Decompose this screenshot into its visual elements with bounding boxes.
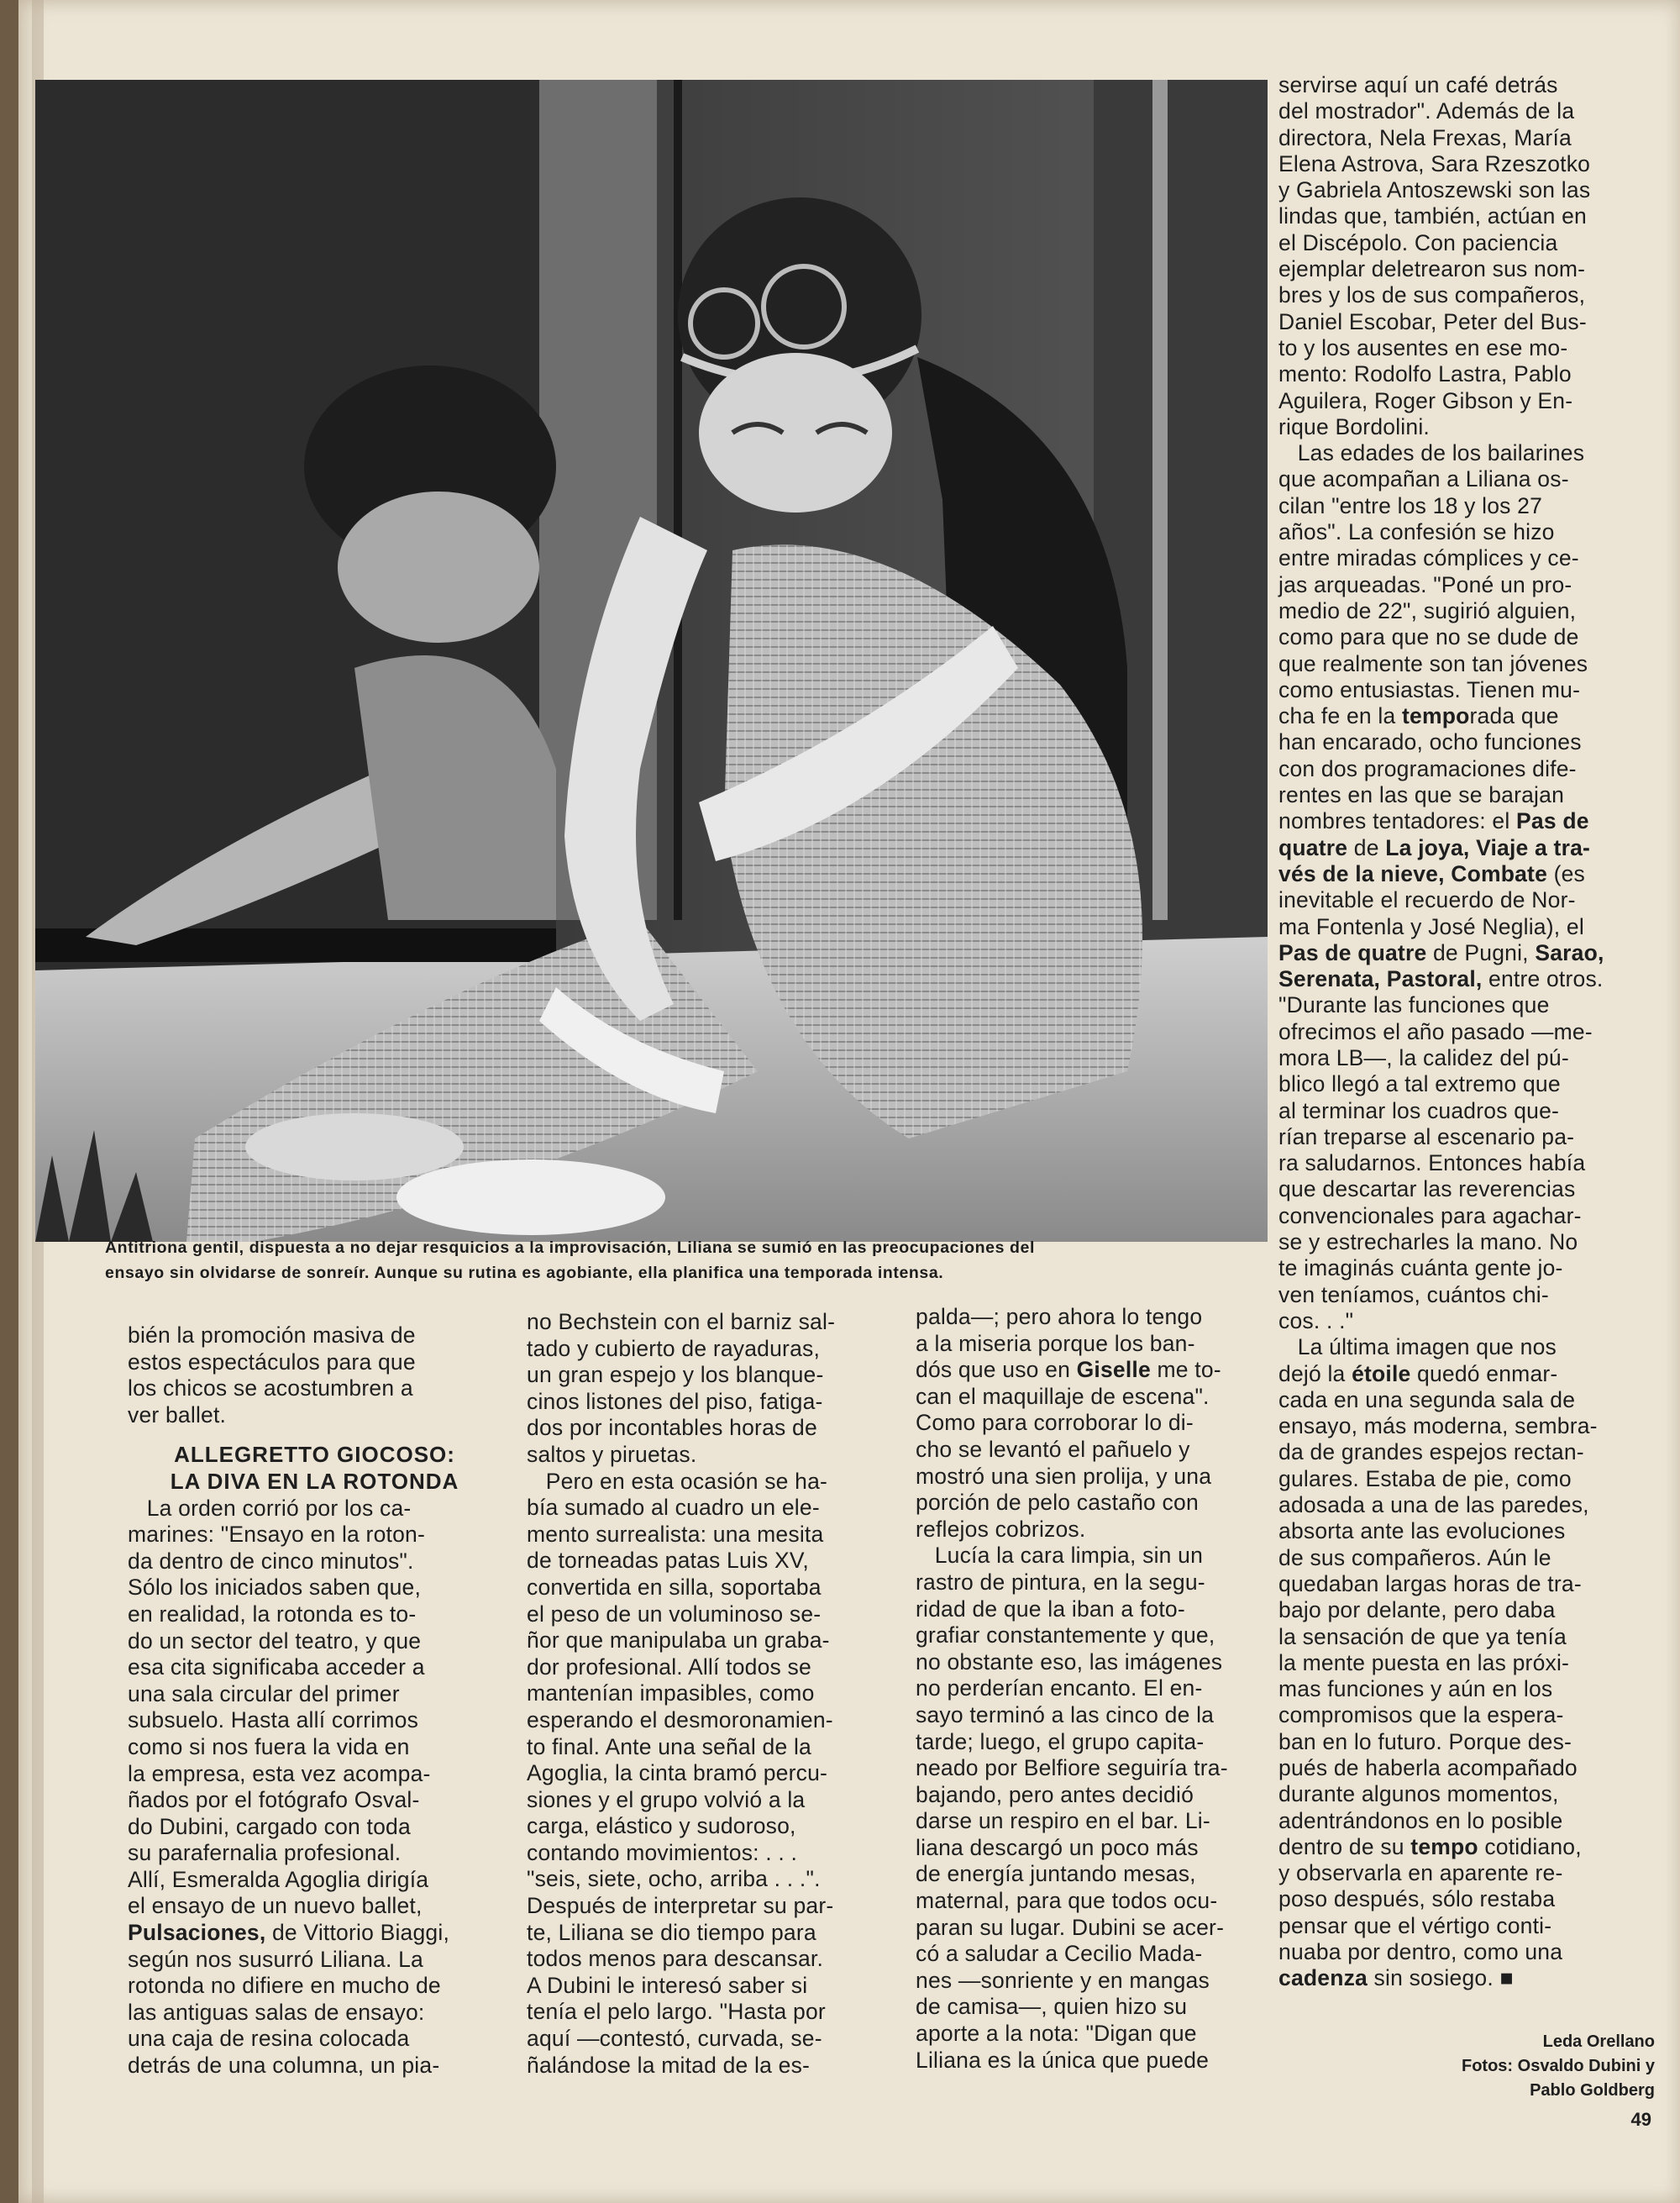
article-credits (1462, 2030, 1655, 2103)
text-line: can el maquillaje de escena". (916, 1383, 1210, 1409)
text-line: según nos susurró Liliana. La (128, 1946, 423, 1972)
text-line: rotonda no difiere en mucho de (128, 1973, 441, 1999)
text-line: aporte a la nota: "Digan que (916, 2021, 1197, 2047)
text-line: los chicos se acostumbren a (128, 1375, 413, 1401)
text-line: rían treparse al escenario pa- (1278, 1123, 1575, 1149)
text-line: to final. Ante una señal de la (527, 1733, 811, 1759)
text-line: saltos y piruetas. (527, 1441, 697, 1467)
section-subhead: LA DIVA EN LA ROTONDA (170, 1468, 459, 1494)
text-line: darse un respiro en el bar. Li- (916, 1808, 1210, 1834)
text-line: una caja de resina colocada (128, 2026, 410, 2052)
text-line: da de grandes espejos rectan- (1278, 1439, 1584, 1465)
text-line: tado y cubierto de rayaduras, (527, 1335, 821, 1361)
text-line: Pero en esta ocasión se ha- (527, 1468, 828, 1494)
text-line: años". La confesión se hizo (1278, 519, 1555, 545)
text-line: rique Bordolini. (1278, 413, 1430, 439)
text-line: reflejos cobrizos. (916, 1516, 1086, 1542)
text-line: estos espectáculos para que (128, 1349, 416, 1375)
text-line: siones y el grupo volvió a la (527, 1786, 806, 1812)
text-line: Pulsaciones, de Vittorio Biaggi, (128, 1920, 450, 1946)
text-line: adentrándonos en lo posible (1278, 1807, 1563, 1833)
text-line: bía sumado al cuadro un ele- (527, 1495, 820, 1521)
text-line: ejemplar deletrearon sus nom- (1278, 256, 1586, 282)
text-line: todos menos para descansar. (527, 1946, 824, 1972)
text-line: mora LB—, la calidez del pú- (1278, 1044, 1569, 1070)
text-line: esa cita significaba acceder a (128, 1654, 425, 1680)
text-line: nes —sonriente y en mangas (916, 1967, 1210, 1993)
article-column-3 (916, 1304, 1289, 2074)
text-line: del mostrador". Además de la (1278, 98, 1575, 124)
text-line: quedaban largas horas de tra- (1278, 1570, 1582, 1596)
article-column-right (1278, 72, 1638, 1992)
text-line: el peso de un voluminoso se- (527, 1601, 822, 1627)
text-line: Aguilera, Roger Gibson y En- (1278, 387, 1573, 413)
text-line: paran su lugar. Dubini se acer- (916, 1914, 1225, 1940)
text-line: y observarla en aparente re- (1278, 1860, 1563, 1886)
photo-credit: Pablo Goldberg (1530, 2081, 1655, 2100)
text-line: ridad de que la iban a foto- (916, 1596, 1185, 1622)
text-line: ñor que manipulaba un graba- (527, 1627, 830, 1654)
text-line: cadenza sin sosiego. ■ (1278, 1965, 1514, 1991)
text-line: la empresa, esta vez acompa- (128, 1760, 431, 1786)
text-line: ñados por el fotógrafo Osval- (128, 1787, 420, 1813)
text-line: un gran espejo y los blanque- (527, 1362, 824, 1388)
text-line: al terminar los cuadros que- (1278, 1097, 1560, 1123)
text-line: bién la promoción masiva de (128, 1322, 416, 1348)
text-line: Agoglia, la cinta bramó percu- (527, 1760, 828, 1786)
magazine-page (18, 0, 1680, 2203)
author-credit: Leda Orellano (1542, 2032, 1655, 2051)
text-line: dos por incontables horas de (527, 1415, 817, 1441)
text-line: Daniel Escobar, Peter del Bus- (1278, 308, 1587, 334)
text-line: poso después, sólo restaba (1278, 1886, 1556, 1912)
text-line: da dentro de cinco minutos". (128, 1548, 414, 1574)
text-line: convertida en silla, soportaba (527, 1574, 822, 1600)
text-line: Liliana es la única que puede (916, 2047, 1210, 2073)
text-line: ban en lo futuro. Porque des- (1278, 1728, 1572, 1754)
article-photo (35, 80, 1268, 1242)
text-line: cilan "entre los 18 y los 27 (1278, 492, 1543, 518)
text-line: do Dubini, cargado con toda (128, 1813, 411, 1839)
text-line: dor profesional. Allí todos se (527, 1654, 811, 1680)
text-line: no obstante eso, las imágenes (916, 1648, 1223, 1675)
text-line: cinos listones del piso, fatiga- (527, 1388, 823, 1414)
caption-line: Antitriona gentil, dispuesta a no dejar resquicios a la improvisación, Liliana se sumió en las preocupaciones del (105, 1238, 1036, 1257)
text-line: servirse aquí un café detrás (1278, 72, 1558, 97)
text-line: tarde; luego, el grupo capita- (916, 1728, 1205, 1754)
text-line: en realidad, la rotonda es to- (128, 1601, 417, 1627)
text-line: jas arqueadas. "Poné un pro- (1278, 571, 1572, 597)
text-line: medio de 22", sugirió alguien, (1278, 597, 1577, 623)
text-line: marines: "Ensayo en la roton- (128, 1522, 425, 1548)
text-line: mostró una sien prolija, y una (916, 1463, 1212, 1489)
caption-line: ensayo sin olvidarse de sonreír. Aunque su rutina es agobiante, ella planifica una temporada intensa. (105, 1264, 944, 1282)
text-line: quatre de La joya, Viaje a tra- (1278, 834, 1591, 860)
text-line: Allí, Esmeralda Agoglia dirigía (128, 1866, 429, 1892)
text-line: to y los ausentes en ese mo- (1278, 334, 1568, 360)
page-number: 49 (1630, 2109, 1651, 2130)
text-line: como entusiastas. Tienen mu- (1278, 676, 1581, 702)
text-line: las antiguas salas de ensayo: (128, 1999, 425, 2025)
photo-caption (105, 1235, 1281, 1286)
text-line: Las edades de los bailarines (1278, 440, 1585, 466)
text-line: de energía juntando mesas, (916, 1861, 1196, 1887)
text-line: ra saludarnos. Entonces había (1278, 1150, 1586, 1176)
text-line: no Bechstein con el barniz sal- (527, 1309, 836, 1334)
text-line: "Durante las funciones que (1278, 992, 1550, 1018)
text-line: cos. . ." (1278, 1307, 1354, 1333)
text-line: dós que uso en Giselle me to- (916, 1357, 1221, 1383)
text-line: ofrecimos el año pasado —me- (1278, 1018, 1593, 1044)
text-line: cho se levantó el pañuelo y (916, 1436, 1190, 1462)
text-line: La última imagen que nos (1278, 1334, 1557, 1360)
text-line: adosada a una de las paredes, (1278, 1492, 1589, 1518)
text-line: como si nos fuera la vida en (128, 1733, 410, 1759)
text-line: ven teníamos, cuántos chi- (1278, 1281, 1549, 1307)
text-line: aquí —contestó, curvada, se- (527, 2026, 822, 2052)
text-line: mento: Rodolfo Lastra, Pablo (1278, 361, 1572, 387)
text-line: nuaba por dentro, como una (1278, 1939, 1563, 1965)
text-line: vés de la nieve, Combate (es (1278, 860, 1585, 886)
text-line: inevitable el recuerdo de Nor- (1278, 887, 1576, 913)
text-line: se y estrecharles la mano. No (1278, 1229, 1578, 1255)
text-line: y Gabriela Antoszewski son las (1278, 177, 1591, 203)
text-line: pués de haberla acompañado (1278, 1755, 1578, 1780)
text-line: Serenata, Pastoral, entre otros. (1278, 966, 1604, 992)
text-line: ver ballet. (128, 1401, 227, 1427)
text-line: el Discépolo. Con paciencia (1278, 229, 1558, 255)
text-line: han encarado, ocho funciones (1278, 729, 1582, 755)
text-line: detrás de una columna, un pia- (128, 2053, 440, 2079)
text-line: Después de interpretar su par- (527, 1893, 834, 1919)
text-line: ensayo, más moderna, sembra- (1278, 1413, 1598, 1439)
text-line: nombres tentadores: el Pas de (1278, 808, 1589, 834)
text-line: entre miradas cómplices y ce- (1278, 545, 1579, 571)
text-line: sayo terminó a las cinco de la (916, 1701, 1215, 1727)
text-line: Pas de quatre de Pugni, Sarao, (1278, 939, 1604, 965)
text-line: mento surrealista: una mesita (527, 1521, 824, 1547)
text-line: cha fe en la temporada que (1278, 703, 1559, 729)
article-column-2 (527, 1309, 900, 2079)
text-line: blico llegó a tal extremo que (1278, 1071, 1561, 1097)
text-line: palda—; pero ahora lo tengo (916, 1304, 1203, 1329)
text-line: la mente puesta en las próxi- (1278, 1649, 1570, 1675)
text-line: bajo por delante, pero daba (1278, 1597, 1556, 1623)
text-line: cada en una segunda sala de (1278, 1386, 1576, 1412)
text-line: a la miseria porque los ban- (916, 1330, 1195, 1356)
text-line: liana descargó un poco más (916, 1834, 1199, 1860)
text-line: ma Fontenla y José Neglia), el (1278, 913, 1584, 939)
text-line: La orden corrió por los ca- (128, 1495, 412, 1521)
text-line: pensar que el vértigo conti- (1278, 1912, 1552, 1938)
text-line: dejó la étoile quedó enmar- (1278, 1360, 1558, 1386)
text-line: rentes en las que se barajan (1278, 782, 1565, 808)
text-line: convencionales para agachar- (1278, 1202, 1582, 1228)
text-line: su parafernalia profesional. (128, 1840, 402, 1866)
text-line: una sala circular del primer (128, 1680, 400, 1706)
text-line: có a saludar a Cecilio Mada- (916, 1941, 1203, 1967)
text-line: compromisos que la espera- (1278, 1702, 1564, 1728)
text-line: esperando el desmoronamien- (527, 1706, 833, 1732)
text-line: de sus compañeros. Aún le (1278, 1544, 1551, 1570)
text-line: bajando, pero antes decidió (916, 1781, 1194, 1807)
text-line: que acompañan a Liliana os- (1278, 466, 1569, 492)
text-line: contando movimientos: . . . (527, 1839, 798, 1865)
article-column-1 (128, 1322, 501, 2079)
text-line: ñalándose la mitad de la es- (527, 2052, 811, 2078)
text-line: mas funciones y aún en los (1278, 1676, 1553, 1702)
text-line: maternal, para que todos ocu- (916, 1888, 1218, 1914)
text-line: de camisa—, quien hizo su (916, 1994, 1188, 2020)
spacer (128, 1428, 501, 1442)
text-line: neado por Belfiore seguiría tra- (916, 1755, 1228, 1781)
text-line: te imaginás cuánta gente jo- (1278, 1255, 1563, 1281)
text-line: la sensación de que ya tenía (1278, 1623, 1567, 1649)
text-line: subsuelo. Hasta allí corrimos (128, 1707, 419, 1733)
text-line: absorta ante las evoluciones (1278, 1518, 1566, 1544)
photo-credit: Fotos: Osvaldo Dubini y (1461, 2057, 1655, 2075)
text-line: tenía el pelo largo. "Hasta por (527, 1999, 826, 2025)
section-subhead: ALLEGRETTO GIOCOSO: (174, 1442, 455, 1468)
text-line: Sólo los iniciados saben que, (128, 1575, 422, 1601)
text-line: do un sector del teatro, y que (128, 1627, 422, 1654)
text-line: gulares. Estaba de pie, como (1278, 1465, 1572, 1491)
text-line: que descartar las reverencias (1278, 1176, 1576, 1202)
text-line: lindas que, también, actúan en (1278, 203, 1587, 229)
text-line: te, Liliana se dio tiempo para (527, 1919, 816, 1945)
text-line: durante algunos momentos, (1278, 1781, 1559, 1807)
photo-dancer-mirror-icon (35, 80, 1268, 1242)
text-line: porción de pelo castaño con (916, 1490, 1199, 1516)
text-line: como para que no se dude de (1278, 624, 1579, 650)
text-line: Elena Astrova, Sara Rzeszotko (1278, 150, 1591, 176)
text-line: grafiar constantemente y que, (916, 1622, 1215, 1648)
text-line: mantenían impasibles, como (527, 1680, 815, 1706)
text-line: rastro de pintura, en la segu- (916, 1569, 1205, 1595)
text-line: dentro de su tempo cotidiano, (1278, 1833, 1582, 1859)
text-line: bres y los de sus compañeros, (1278, 282, 1586, 308)
text-line: que realmente son tan jóvenes (1278, 650, 1588, 676)
text-line: con dos programaciones dife- (1278, 755, 1577, 781)
text-line: no perderían encanto. El en- (916, 1675, 1203, 1701)
text-line: "seis, siete, ocho, arriba . . .". (527, 1866, 821, 1892)
text-line: carga, elástico y sudoroso, (527, 1813, 796, 1839)
text-line: el ensayo de un nuevo ballet, (128, 1893, 423, 1919)
text-line: de torneadas patas Luis XV, (527, 1548, 809, 1574)
text-line: Como para corroborar lo di- (916, 1410, 1194, 1436)
text-line: Lucía la cara limpia, sin un (916, 1543, 1204, 1569)
text-line: directora, Nela Frexas, María (1278, 124, 1572, 150)
text-line: A Dubini le interesó saber si (527, 1972, 808, 1998)
